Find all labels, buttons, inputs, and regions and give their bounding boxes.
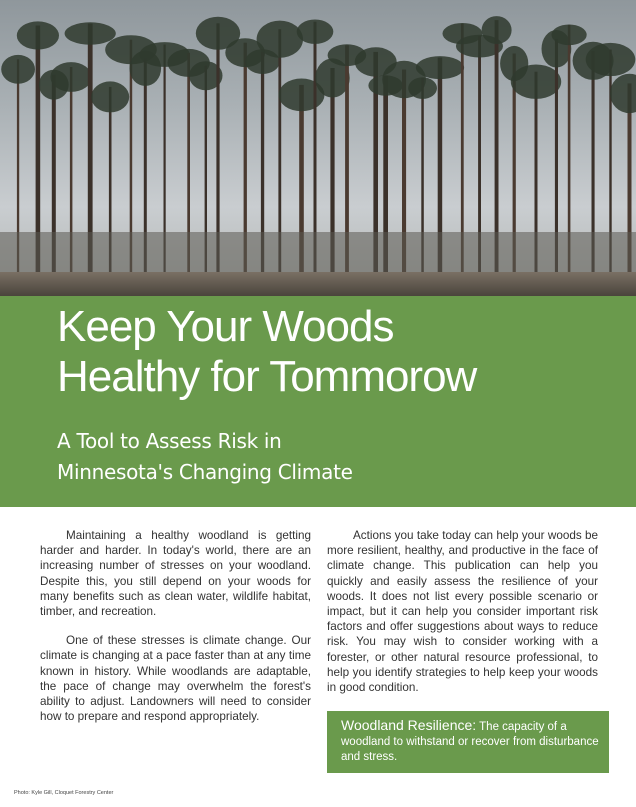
hero-photo xyxy=(0,0,636,296)
subtitle-line-2: Minnesota's Changing Climate xyxy=(57,460,353,484)
tree-crown xyxy=(17,21,59,49)
tree-crown xyxy=(91,81,129,112)
forest-understory xyxy=(0,232,636,274)
title-banner xyxy=(0,296,636,507)
pine-forest-illustration xyxy=(0,0,636,296)
body-paragraph: Actions you take today can help your woods be more resilient, healthy, and productive in the face of climate change. This publication can help you quickly and easily assess the resilience of your woods. It does not list every possible scenario or impact, but it can help you consider important risk factors and offer suggestions about ways to reduce risk. You may wish to consider working with a forester, or other natural resource professional, to help you identify strategies to help keep your woods in good condition. xyxy=(327,529,598,695)
body-paragraph: One of these stresses is climate change. Our climate is changing at a pace faster than at any time known in history. While woodlands are adaptable, the pace of change may overwhelm the forest's ability to adjust. Landowners will need to consider how to prepare and respond appropriately. xyxy=(40,634,311,724)
tree-crown xyxy=(482,16,512,44)
title-line-2: Healthy for Tommorow xyxy=(57,352,477,401)
tree-crown xyxy=(50,62,91,92)
title-line-1: Keep Your Woods xyxy=(57,302,394,351)
photo-credit: Photo: Kyle Gill, Cloquet Forestry Center xyxy=(14,790,114,796)
right-column xyxy=(327,528,598,709)
tree-crown xyxy=(297,20,334,44)
tree-crown xyxy=(610,74,636,113)
left-column xyxy=(40,528,311,738)
tree-crown xyxy=(65,22,116,44)
callout-term: Woodland Resilience: xyxy=(341,717,477,733)
page-subtitle xyxy=(57,426,353,488)
tree-crown xyxy=(552,25,587,46)
tree-crown xyxy=(511,65,561,99)
tree-crown xyxy=(586,43,636,76)
callout-definition: The capacity of a woodland to withstand or recover from disturbance and stress. xyxy=(341,721,599,763)
page-title xyxy=(57,302,476,402)
tree-crown xyxy=(416,56,464,79)
body-paragraph: Maintaining a healthy woodland is getting harder and harder. In today's world, there are an increasing number of stresses on your woodland. Despite this, you still depend on your woods for many benefits such as clean water, wildlife habitat, timber, and recreation. xyxy=(40,529,311,619)
definition-callout xyxy=(327,711,609,773)
tree-crown xyxy=(408,77,437,99)
tree-crown xyxy=(1,55,35,84)
subtitle-line-1: A Tool to Assess Risk in xyxy=(57,429,282,453)
tree-crown xyxy=(257,21,303,58)
